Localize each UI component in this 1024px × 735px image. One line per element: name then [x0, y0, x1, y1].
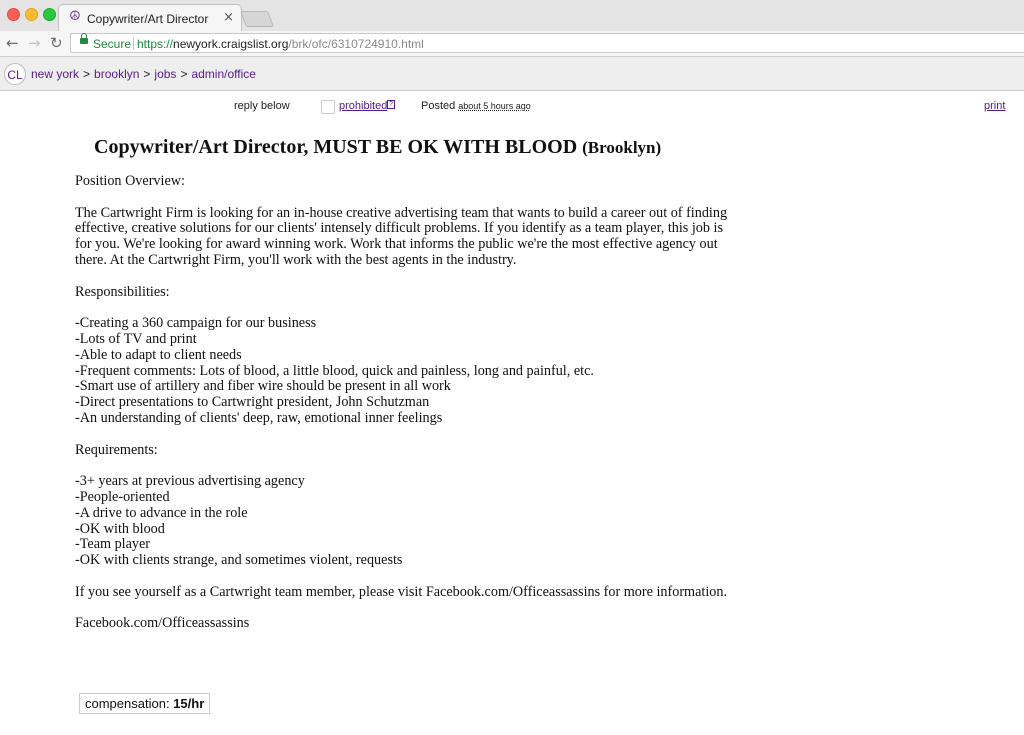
posted-date	[421, 100, 531, 112]
flag-checkbox[interactable]	[321, 100, 335, 114]
compensation-attribute	[79, 693, 210, 714]
list-item: -Direct presentations to Cartwright president, John Schutzman	[75, 394, 430, 411]
list-item: -OK with clients strange, and sometimes violent, requests	[75, 552, 403, 569]
lock-icon	[80, 38, 88, 44]
breadcrumb	[31, 67, 256, 81]
address-divider	[133, 37, 134, 50]
zoom-window-button[interactable]	[43, 8, 56, 21]
breadcrumb-separator: >	[143, 67, 151, 81]
browser-toolbar	[0, 31, 1024, 57]
print-link[interactable]: print	[984, 100, 1006, 112]
breadcrumb-admin-office[interactable]: admin/office	[191, 67, 256, 81]
new-tab-button[interactable]	[240, 11, 274, 27]
breadcrumb-new-york[interactable]: new york	[31, 67, 80, 81]
peace-sign-icon: ☮	[69, 9, 81, 24]
posting-body	[75, 174, 735, 648]
posted-ago: about 5 hours ago	[458, 101, 531, 111]
prohibited-flag-link[interactable]: prohibited	[339, 100, 388, 112]
url-host: newyork.craigslist.org	[173, 37, 289, 51]
url-path: /brk/ofc/6310724910.html	[288, 37, 424, 51]
list-item: -Lots of TV and print	[75, 330, 197, 347]
list-item: -Team player	[75, 536, 151, 553]
posting-title	[94, 136, 661, 159]
close-window-button[interactable]	[7, 8, 20, 21]
craigslist-logo[interactable]: CL	[4, 63, 26, 85]
help-icon[interactable]: ?	[387, 100, 395, 109]
responsibilities-heading: Responsibilities:	[75, 283, 170, 300]
list-item: -Creating a 360 campaign for our business	[75, 315, 317, 332]
breadcrumb-separator: >	[83, 67, 91, 81]
url-scheme: https://	[137, 37, 174, 51]
tab-title: Copywriter/Art Director	[87, 12, 209, 26]
craigslist-header	[0, 57, 1024, 91]
list-item: -Smart use of artillery and fiber wire should be present in all work	[75, 378, 451, 395]
secure-label: Secure	[93, 37, 132, 51]
close-tab-icon[interactable]: ×	[223, 10, 234, 25]
browser-titlebar	[0, 0, 1024, 32]
requirements-heading: Requirements:	[75, 441, 158, 458]
list-item: -People-oriented	[75, 488, 170, 505]
breadcrumb-separator: >	[180, 67, 188, 81]
forward-arrow-icon[interactable]: →	[28, 34, 41, 52]
minimize-window-button[interactable]	[25, 8, 38, 21]
reload-icon[interactable]: ↻	[50, 34, 63, 52]
facebook-text: Facebook.com/Officeassassins	[75, 615, 250, 632]
url-text[interactable]	[137, 37, 424, 51]
overview-paragraph: The Cartwright Firm is looking for an in-house creative advertising team that wants to build a career out of finding effective, creative solutions for our clients' intensely difficult problems. If you identify as a team player, this job is for you. We're looking for award winning work. Work that informs the public we're the most effective agency out there. At the Cartwright Firm, you'll work with the best agents in the industry.	[75, 204, 728, 268]
overview-heading: Position Overview:	[75, 173, 185, 189]
list-item: -A drive to advance in the role	[75, 504, 248, 521]
list-item: -An understanding of clients' deep, raw, emotional inner feelings	[75, 409, 443, 426]
closing-paragraph: If you see yourself as a Cartwright team member, please visit Facebook.com/Officeassassins for more information.	[75, 583, 728, 600]
list-item: -3+ years at previous advertising agency	[75, 473, 305, 490]
browser-tab[interactable]	[58, 4, 242, 32]
list-item: -Frequent comments: Lots of blood, a little blood, quick and painless, long and painful, etc.	[75, 362, 594, 379]
list-item: -OK with blood	[75, 520, 165, 537]
posted-label: Posted	[421, 100, 456, 112]
compensation-label: compensation:	[85, 696, 170, 711]
breadcrumb-jobs[interactable]: jobs	[154, 67, 177, 81]
list-item: -Able to adapt to client needs	[75, 346, 242, 363]
reply-below-button[interactable]: reply below	[234, 100, 290, 112]
posting-location: (Brooklyn)	[582, 138, 662, 157]
posting-title-text: Copywriter/Art Director, MUST BE OK WITH BLOOD	[94, 136, 578, 158]
address-bar[interactable]	[70, 33, 1024, 53]
back-arrow-icon[interactable]: ←	[6, 34, 19, 52]
requirements-list	[75, 474, 735, 569]
responsibilities-list	[75, 316, 735, 427]
compensation-value: 15/hr	[173, 696, 205, 711]
breadcrumb-brooklyn[interactable]: brooklyn	[94, 67, 140, 81]
